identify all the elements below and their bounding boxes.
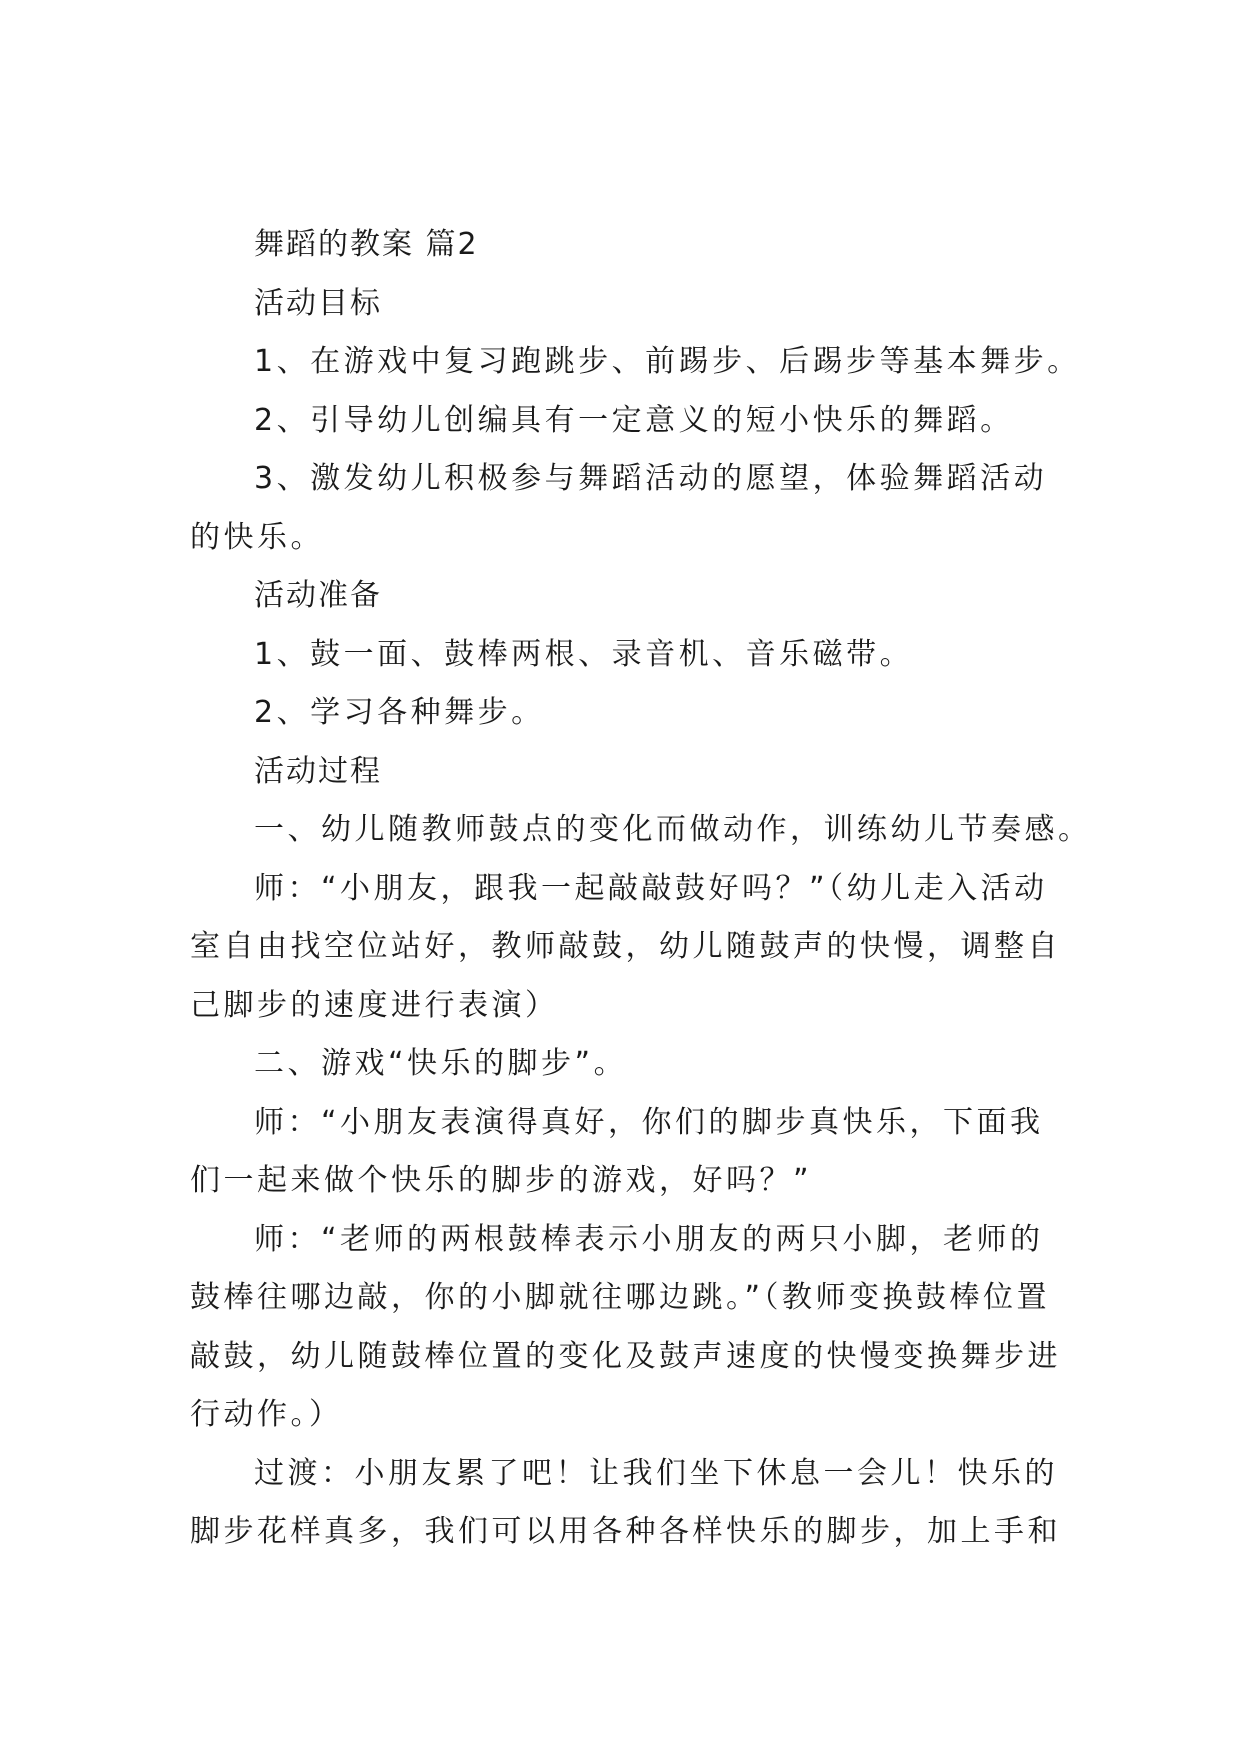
goal-item-3-line-1: 3、激发幼儿积极参与舞蹈活动的愿望，体验舞蹈活动 [254,461,1048,496]
paragraph-3-line-3: 敲鼓，幼儿随鼓棒位置的变化及鼓声速度的快慢变换舞步进 [190,1338,1061,1374]
process-step-2: 二、游戏“快乐的脚步”。 [254,1046,628,1081]
paragraph-1-line-3: 己脚步的速度进行表演） [190,987,559,1023]
paragraph-4-line-2: 脚步花样真多，我们可以用各种各样快乐的脚步，加上手和 [190,1514,1061,1549]
goal-item-1: 1、在游戏中复习跑跳步、前踢步、后踢步等基本舞步。 [254,344,1081,379]
paragraph-2-line-1: 师：“小朋友表演得真好，你们的脚步真快乐，下面我 [254,1104,1044,1140]
process-step-1: 一、幼儿随教师鼓点的变化而做动作，训练幼儿节奏感。 [254,812,1092,847]
prep-item-2: 2、学习各种舞步。 [254,695,545,730]
section-heading-process: 活动过程 [254,753,382,789]
document-title: 舞蹈的教案 篇2 [254,227,479,262]
prep-item-1: 1、鼓一面、鼓棒两根、录音机、音乐磁带。 [254,636,914,672]
document-body [190,216,1092,1562]
paragraph-4-line-1: 过渡：小朋友累了吧！让我们坐下休息一会儿！快乐的 [254,1455,1058,1491]
paragraph-1-line-2: 室自由找空位站好，教师敲鼓，幼儿随鼓声的快慢，调整自 [190,929,1061,964]
section-heading-goals: 活动目标 [254,285,382,321]
paragraph-3-line-4: 行动作。） [190,1397,343,1432]
paragraph-3-line-1: 师：“老师的两根鼓棒表示小朋友的两只小脚，老师的 [254,1221,1044,1257]
paragraph-3-line-2: 鼓棒往哪边敲，你的小脚就往哪边跳。”（教师变换鼓棒位置 [190,1280,1051,1315]
section-heading-preparation: 活动准备 [254,578,382,613]
goal-item-2: 2、引导幼儿创编具有一定意义的短小快乐的舞蹈。 [254,402,1014,438]
goal-item-3-line-2: 的快乐。 [190,519,324,555]
paragraph-1-line-1: 师：“小朋友，跟我一起敲敲鼓好吗？”（幼儿走入活动 [254,870,1048,906]
paragraph-2-line-2: 们一起来做个快乐的脚步的游戏，好吗？” [190,1163,813,1198]
